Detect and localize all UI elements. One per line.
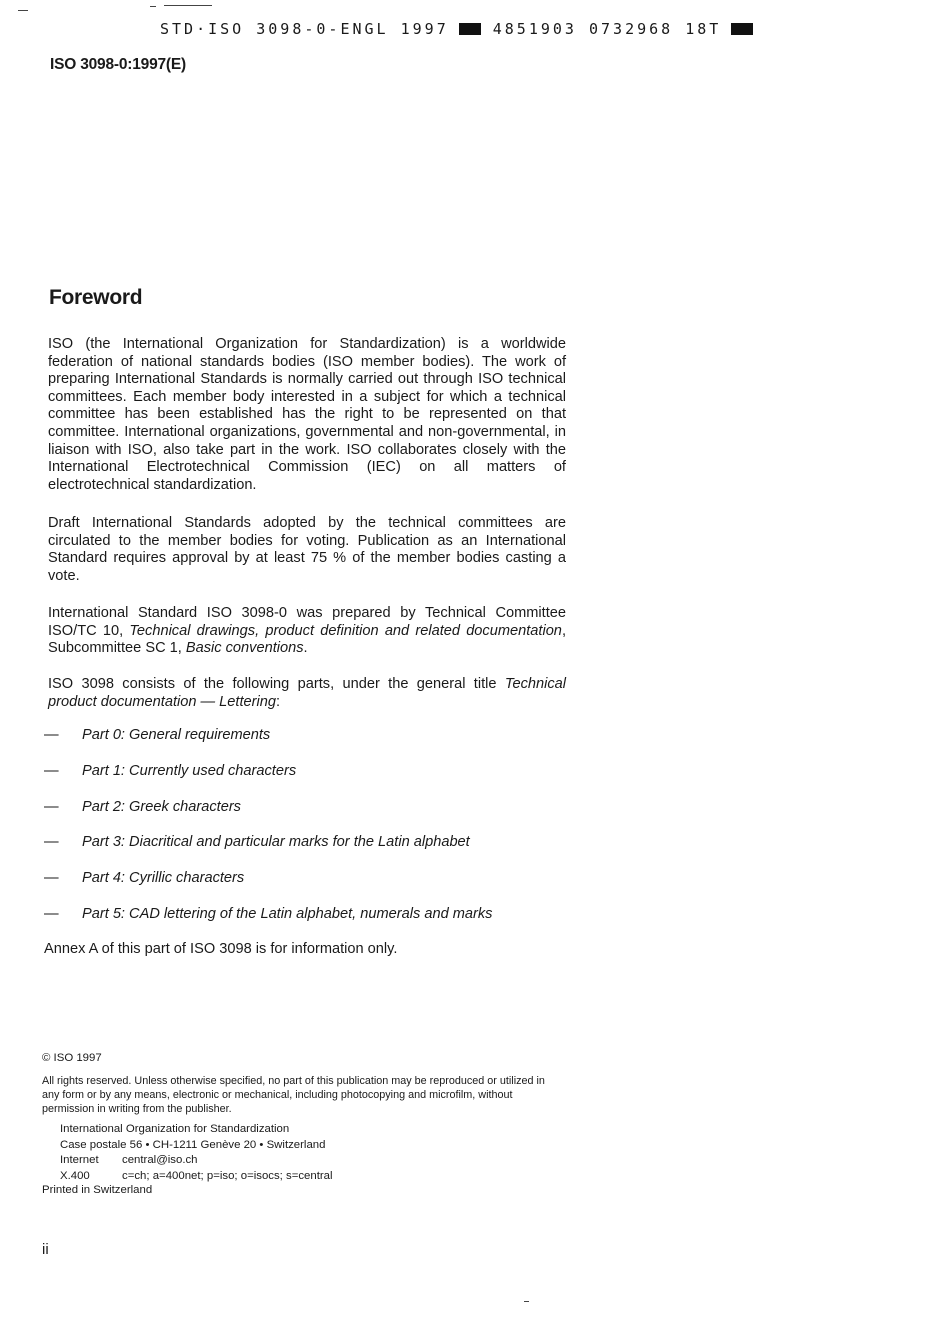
list-dash: — [44,727,59,743]
part-title: Part 1: Currently used characters [82,762,297,779]
x400-value: c=ch; a=400net; p=iso; o=isocs; s=central [122,1169,333,1182]
annex-note: Annex A of this part of ISO 3098 is for information only. [44,941,398,957]
internet-row [60,1153,333,1169]
scan-speck [18,10,28,11]
list-dash: — [44,762,59,779]
copyright-notice: © ISO 1997 [42,1052,102,1064]
list-dash: — [44,905,59,922]
part-title: Part 3: Diacritical and particular marks for the Latin alphabet [82,834,470,851]
paragraph-iso-intro: ISO (the International Organization for Standardization) is a worldwide federation of national standards bodies (ISO member bodies). The work of preparing International Standards is normally carried out through ISO technical committees. Each member body interested in a subject for which a technical committee has been established has the right to be represented on that committee. International organizations, governmental and non-governmental, in liaison with ISO, also take part in the work. ISO collaborates closely with the International Electrotechnical Commission (IEC) on all matters of electrotechnical standardization. [48,336,566,493]
parts-intro-prefix: ISO 3098 consists of the following parts, under the general title [48,676,505,692]
list-dash: — [44,834,59,851]
scan-header-code [160,20,765,38]
list-item [44,870,492,906]
list-dash: — [44,798,59,815]
scan-code-left: STD·ISO 3098-0-ENGL 1997 [160,20,449,38]
list-item [44,799,492,835]
list-item [44,834,492,870]
committee-title: Technical drawings, product definition and related documentation [129,622,562,639]
subcommittee-title: Basic conventions [185,640,304,657]
postal-address: Case postale 56 • CH-1211 Genève 20 • Switzerland [60,1138,326,1151]
x400-row [60,1169,333,1185]
list-item [44,727,492,763]
list-item [44,763,492,799]
publisher-address [60,1122,333,1184]
parts-intro-suffix: : [275,693,281,710]
part-title: Part 2: Greek characters [82,798,241,815]
paragraph-parts-intro [48,676,566,711]
rights-statement: All rights reserved. Unless otherwise specified, no part of this publication may be reproduced or utilized in any form or by any means, electronic or mechanical, including photocopying and microfilm, without permission in writing from the publisher. [42,1075,545,1115]
page-title: Foreword [49,286,143,309]
scan-speck [524,1301,529,1302]
prepared-by-suffix: . [303,640,308,657]
redaction-block [731,23,753,35]
paragraph-prepared-by [48,605,566,658]
internet-value: central@iso.ch [122,1154,198,1166]
page-number: ii [42,1241,49,1258]
internet-label: Internet [60,1154,99,1166]
general-title: Technical product documentation — Lettering [48,676,566,710]
org-name: International Organization for Standardization [60,1123,290,1135]
scan-code-mid: 4851903 0732968 18T [492,20,722,38]
part-title: Part 0: General requirements [82,727,271,743]
redaction-block [459,23,481,35]
list-item [44,906,492,942]
prepared-by-middle: , Subcommittee SC 1, [48,622,566,657]
parts-list [44,727,492,942]
paragraph-draft-standards: Draft International Standards adopted by the technical committees are circulated to the member bodies for voting. Publication as an International Standard requires approval by at least 75 % of the member bodies casting a vote. [48,515,566,584]
prepared-by-prefix: International Standard ISO 3098-0 was prepared by Technical Committee ISO/TC 10, [48,605,566,639]
document-id: ISO 3098-0:1997(E) [50,56,186,73]
scan-speck [150,6,156,7]
x400-label: X.400 [60,1169,90,1182]
list-dash: — [44,870,59,887]
part-title: Part 4: Cyrillic characters [82,870,245,887]
printed-in: Printed in Switzerland [42,1184,153,1196]
scan-speck [164,5,212,6]
part-title: Part 5: CAD lettering of the Latin alphabet, numerals and marks [82,905,493,922]
